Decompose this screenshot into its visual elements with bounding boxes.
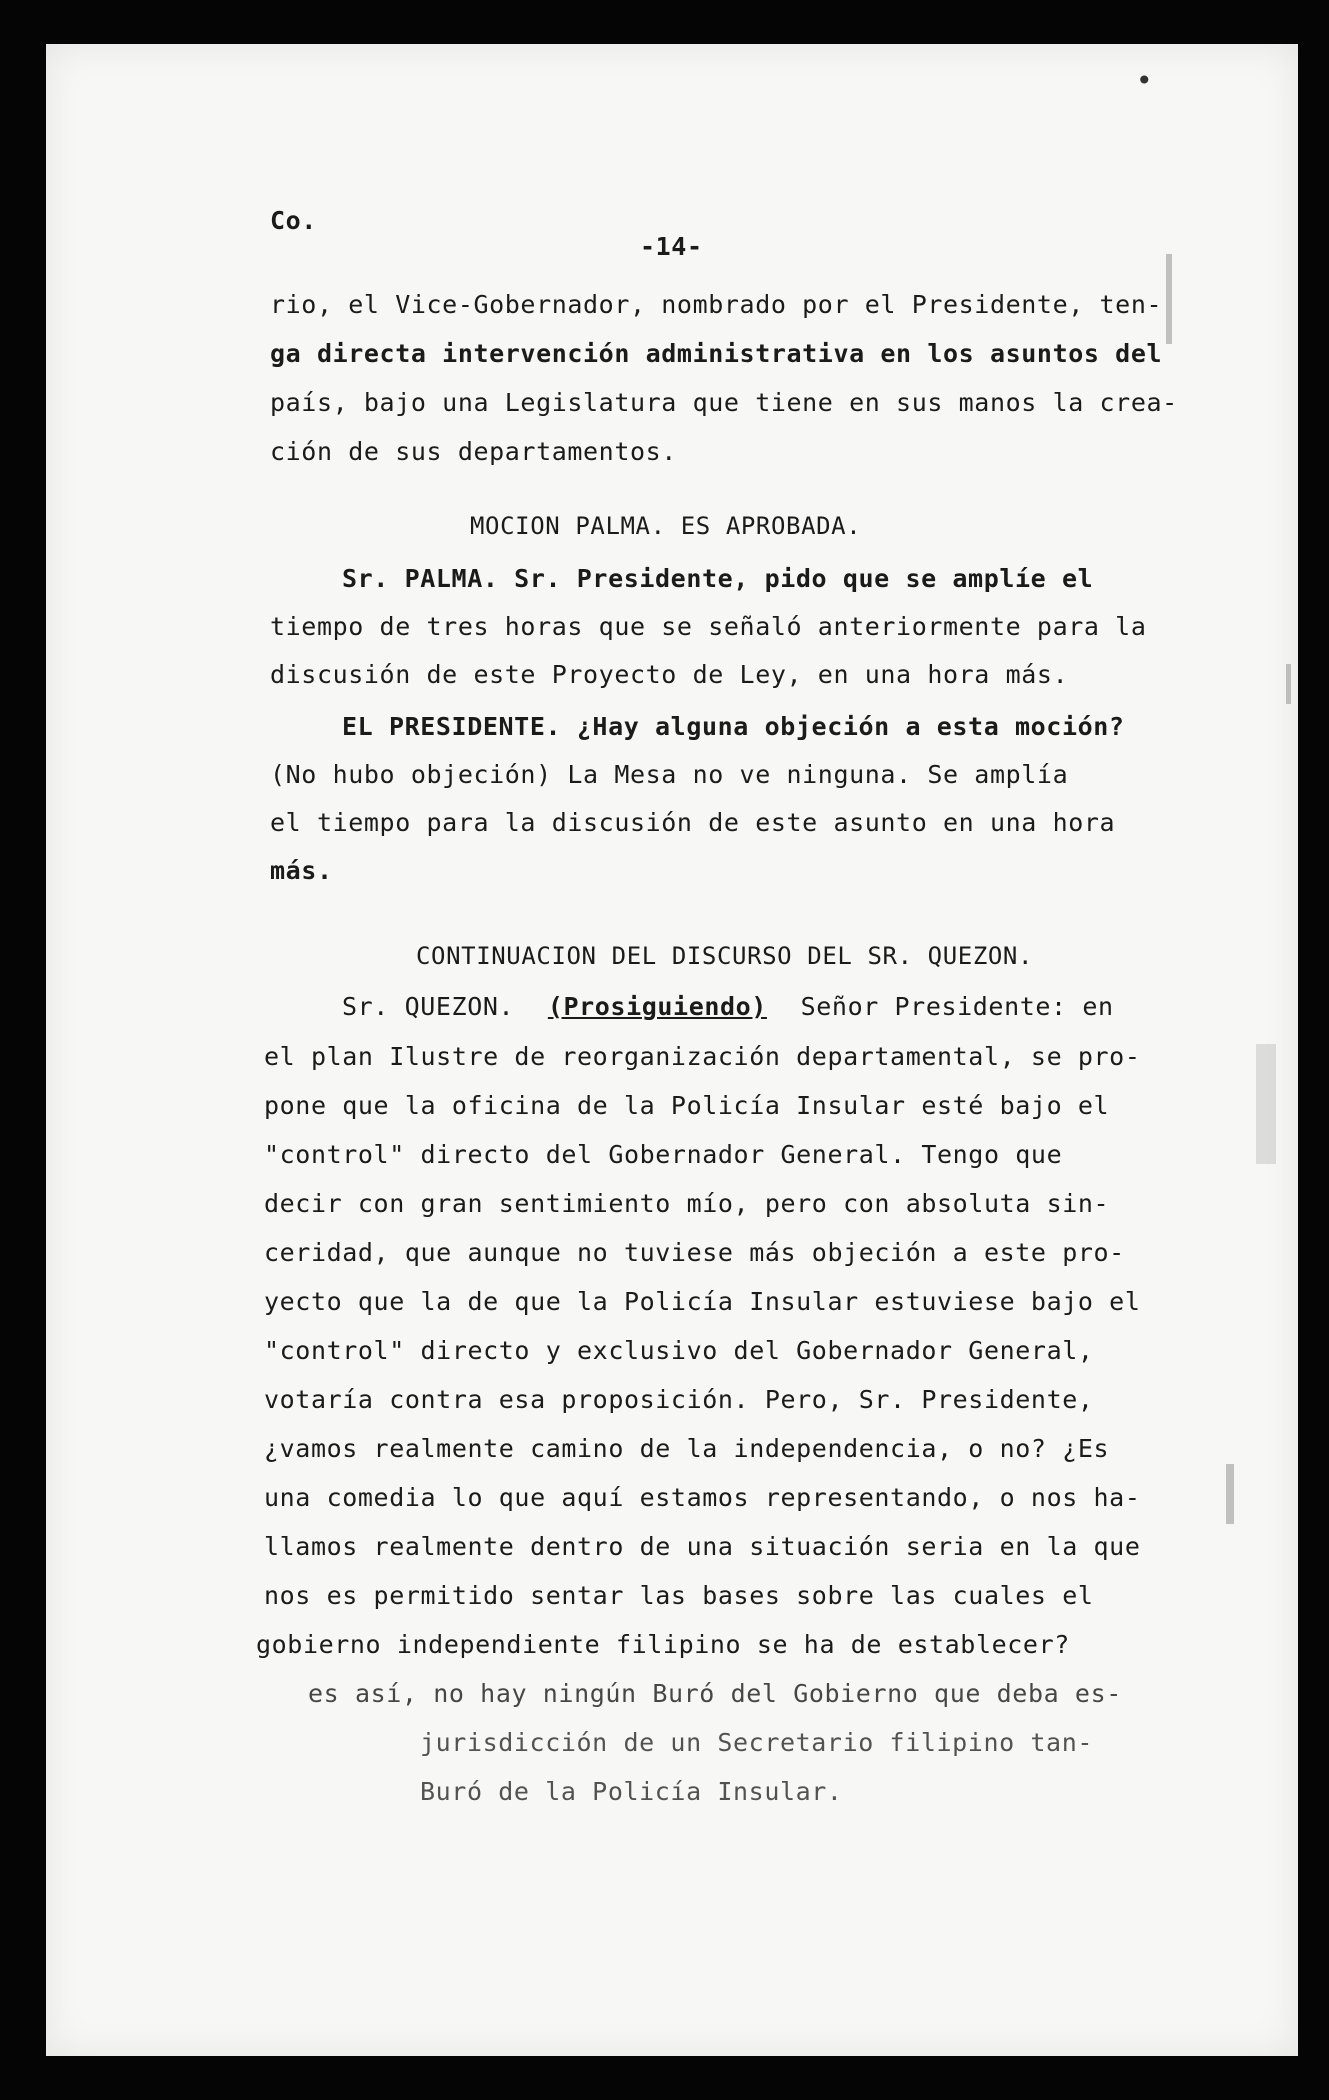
text-line: una comedia lo que aquí estamos representando, o nos ha- xyxy=(264,1483,1141,1512)
text-line: Sr. PALMA. Sr. Presidente, pido que se amplíe el xyxy=(342,564,1094,593)
margin-speck xyxy=(1226,1464,1234,1524)
text-line: el plan Ilustre de reorganización departamental, se pro- xyxy=(264,1042,1141,1071)
text-line: Buró de la Policía Insular. xyxy=(420,1777,843,1806)
text-line: decir con gran sentimiento mío, pero con absoluta sin- xyxy=(264,1189,1110,1218)
text-line: discusión de este Proyecto de Ley, en una hora más. xyxy=(270,660,1069,689)
text-line: ceridad, que aunque no tuviese más objeción a este pro- xyxy=(264,1238,1125,1267)
text-line: votaría contra esa proposición. Pero, Sr. Presidente, xyxy=(264,1385,1094,1414)
margin-speck xyxy=(1286,664,1291,704)
text-line: rio, el Vice-Gobernador, nombrado por el Presidente, ten- xyxy=(270,290,1163,319)
text-line: ¿vamos realmente camino de la independencia, o no? ¿Es xyxy=(264,1434,1110,1463)
page-number: -14- xyxy=(640,232,703,261)
section-heading: CONTINUACION DEL DISCURSO DEL SR. QUEZON. xyxy=(416,942,1034,970)
speech-start: Señor Presidente: en xyxy=(800,992,1114,1021)
margin-speck xyxy=(1256,1044,1276,1164)
margin-speck xyxy=(1166,254,1172,344)
text-line: nos es permitido sentar las bases sobre las cuales el xyxy=(264,1581,1094,1610)
text-line: es así, no hay ningún Buró del Gobierno que deba es- xyxy=(308,1679,1122,1708)
text-line: gobierno independiente filipino se ha de establecer? xyxy=(256,1630,1070,1659)
text-line: llamos realmente dentro de una situación seria en la que xyxy=(264,1532,1141,1561)
corner-code: Co. xyxy=(270,206,317,235)
text-line: (No hubo objeción) La Mesa no ve ninguna. Se amplía xyxy=(270,760,1069,789)
text-line: más. xyxy=(270,856,333,885)
text-line: pone que la oficina de la Policía Insular esté bajo el xyxy=(264,1091,1110,1120)
text-line: país, bajo una Legislatura que tiene en sus manos la crea- xyxy=(270,388,1178,417)
document-page xyxy=(46,44,1298,2056)
text-line: ción de sus departamentos. xyxy=(270,437,677,466)
corner-ink-mark: • xyxy=(1136,64,1153,97)
speaker-name: Sr. QUEZON. xyxy=(342,992,515,1021)
text-line: "control" directo y exclusivo del Gobernador General, xyxy=(264,1336,1094,1365)
text-line: yecto que la de que la Policía Insular estuviese bajo el xyxy=(264,1287,1141,1316)
text-line: ga directa intervención administrativa en los asuntos del xyxy=(270,339,1163,368)
section-heading: MOCION PALMA. ES APROBADA. xyxy=(470,512,862,540)
stage-direction: (Prosiguiendo) xyxy=(547,992,767,1021)
text-line: jurisdicción de un Secretario filipino tan- xyxy=(420,1728,1094,1757)
text-line: EL PRESIDENTE. ¿Hay alguna objeción a esta moción? xyxy=(342,712,1125,741)
text-line: el tiempo para la discusión de este asunto en una hora xyxy=(270,808,1116,837)
speaker-line xyxy=(342,992,1114,1021)
text-line: tiempo de tres horas que se señaló anteriormente para la xyxy=(270,612,1147,641)
text-line: "control" directo del Gobernador General. Tengo que xyxy=(264,1140,1063,1169)
